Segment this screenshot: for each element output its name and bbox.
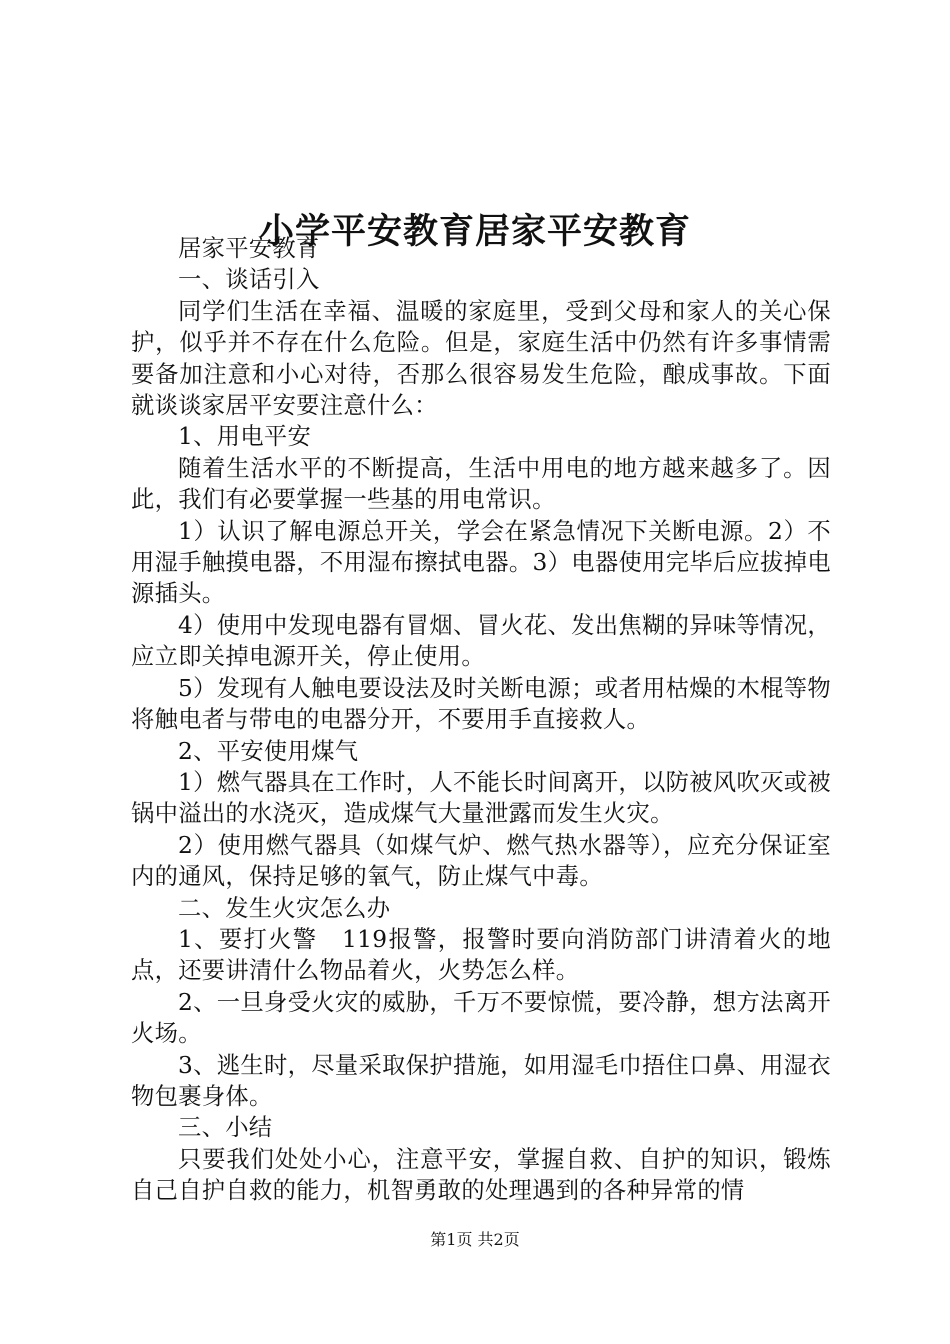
- list-item: 1、要打火警 119报警，报警时要向消防部门讲清着火的地点，还要讲清什么物品着火，火势怎么样。: [131, 925, 831, 985]
- list-item: 1）认识了解电源总开关，学会在紧急情况下关断电源。2）不用湿手触摸电器，不用湿布擦拭电器。3）电器使用完毕后应拔掉电源插头。: [131, 517, 831, 608]
- page-number: 第1页 共2页: [430, 1230, 520, 1249]
- document-body: [131, 233, 831, 1207]
- list-item: 2）使用燃气器具（如煤气炉、燃气热水器等），应充分保证室内的通风，保持足够的氧气，防止煤气中毒。: [131, 831, 831, 891]
- subsection-heading: 1、用电平安: [178, 423, 312, 451]
- subsection-heading: 2、平安使用煤气: [178, 737, 359, 765]
- list-item: 2、一旦身受火灾的威胁，千万不要惊慌，要冷静，想方法离开火场。: [131, 988, 831, 1048]
- section-heading: 三、小结: [178, 1114, 273, 1142]
- list-item: 1）燃气器具在工作时，人不能长时间离开，以防被风吹灭或被锅中溢出的水浇灭，造成煤气大量泄露而发生火灾。: [131, 768, 831, 828]
- paragraph: 随着生活水平的不断提高，生活中用电的地方越来越多了。因此，我们有必要掌握一些基的用电常识。: [131, 454, 831, 514]
- section-heading: 居家平安教育: [178, 235, 320, 262]
- paragraph: 只要我们处处小心，注意平安，掌握自救、自护的知识，锻炼自己自护自救的能力，机智勇敢的处理遇到的各种异常的情: [131, 1145, 831, 1205]
- section-heading: 一、谈话引入: [178, 266, 320, 294]
- list-item: 5）发现有人触电要设法及时关断电源；或者用枯燥的木棍等物将触电者与带电的电器分开，不要用手直接救人。: [131, 674, 831, 734]
- paragraph: 同学们生活在幸福、温暖的家庭里，受到父母和家人的关心保护，似乎并不存在什么危险。但是，家庭生活中仍然有许多事情需要备加注意和小心对待，否那么很容易发生危险，酿成事故。下面就谈谈家居平安要注意什么：: [131, 297, 831, 420]
- list-item: 4）使用中发现电器有冒烟、冒火花、发出焦糊的异味等情况，应立即关掉电源开关，停止使用。: [131, 611, 831, 671]
- document-title: 小学平安教育居家平安教育: [258, 211, 691, 253]
- list-item: 3、逃生时，尽量采取保护措施，如用湿毛巾捂住口鼻、用湿衣物包裹身体。: [131, 1051, 831, 1110]
- section-heading: 二、发生火灾怎么办: [178, 894, 391, 922]
